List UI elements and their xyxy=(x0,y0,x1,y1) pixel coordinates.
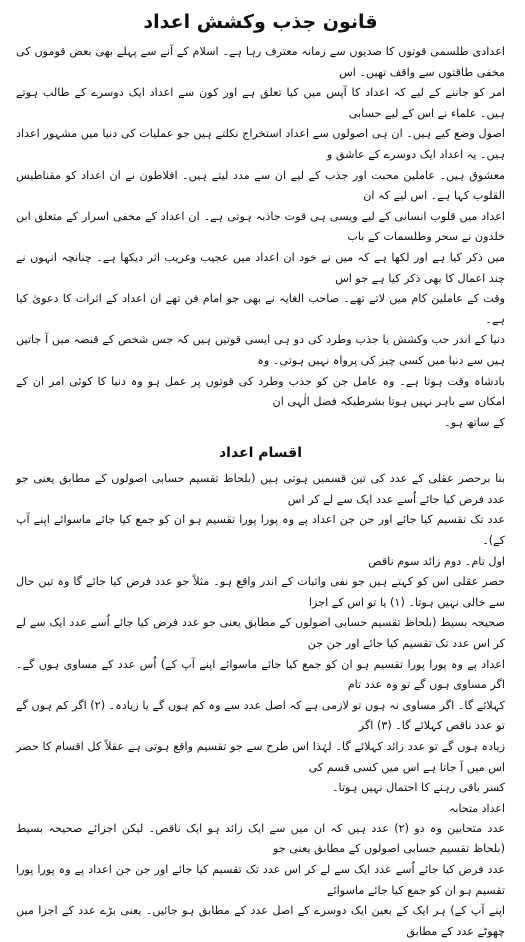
paragraph-intro: اعدادی طلسمی قوتوں کا صدیوں سے زمانہ معترف رہا ہے۔ اسلام کے آنے سے پہلے بھی بعض قوموں کی مخفی طاقتوں سے واقف تھیں۔ اس امر کو جاننے کے لیے کہ اعداد کا آپس میں کیا تعلق ہے اور کون سے اعداد ایک دوسرے کے طالب ہوتے ہیں۔ علماء نے اس کے لیے حسابی اصول وضع کیے ہیں۔ ان ہی اصولوں سے اعداد استخراج نکلتے ہیں جو عملیات کی دنیا میں مشہور اعداد ہیں۔ یہ اعداد ایک دوسرے کے عاشق و معشوق ہیں۔ عاملین محبت اور جذب کے لیے ان سے مدد لیتے ہیں۔ افلاطون نے ان اعداد کو مقناطیس القلوب کہا ہے۔ اس لیے کہ ان اعداد میں قلوب انسانی کے لیے ویسی ہی قوت جاذبہ ہوتی ہے۔ ان اعداد کے مخفی اسرار کے متعلق ابن خلدون نے سحر وطلسمات کے باب میں ذکر کیا ہے اور لکھا ہے کہ میں نے خود ان اعداد میں عجیب وغریب اثر دیکھا ہے۔ چنانچہ انہوں نے چند اعمال کا بھی ذکر کیا ہے جو اس وقت کے عاملین کام میں لاتے تھے۔ صاحب الغایہ نے بھی جو امام فن تھے ان اعداد کے اثرات کا دعویٰ کیا ہے۔ xyxy=(16,45,505,326)
paragraph-logical-division: حصر عقلی اس کو کہتے ہیں جو نفی واثبات کے اندر واقع ہو۔ مثلاً جو عدد فرض کیا جائے گا وہ تین حال سے خالی نہیں ہوتا۔ (۱) یا تو اس کے اجزا صحیحہ بسیط (بلحاظ تقسیم حسابی اصولوں کے مطابق یعنی جو عدد فرض کیا جائے اُسے عدد ایک سے لے کر اس عدد تک تقسیم کیا جائے اور جن جن اعداد پے وہ پورا پورا تقسیم ہو ان کو جمع کیا جائے ماسوائے اپنے آپ کے) اُس عدد کے مساوی ہوں گے۔ اگر مساوی ہوں گے تو وہ عدد تام کہلائے گا۔ اگر مساوی نہ ہوں تو لازمی ہے کہ اصل عدد سے وہ کم ہوں گے یا زیادہ۔ (۲) اگر کم ہوں گے تو عدد ناقص کہلائے گا۔ (۳) اگر زیادہ ہوں گے تو عدد زائد کہلائے گا۔ لہٰذا اس طرح سے جو تقسیم واقع ہوتی ہے عقلاً کل اقسام کا حصر اس میں آ جاتا ہے اس میں کسی قسم کی کسر باقی رہنے کا احتمال نہیں ہوتا۔ xyxy=(16,575,505,795)
paragraph-types-list: اول تام۔ دوم زائد سوم ناقص xyxy=(368,554,505,568)
section-heading-types-of-numbers: اقسام اعداد xyxy=(218,445,303,462)
page-title: قانون جذب وکشش اعداد xyxy=(143,11,378,33)
paragraph-attraction-forces: دنیا کے اندر حب وکشش یا جذب وطرد کی دو ہی ایسی قوتیں ہیں کہ جس شخص کے قبضہ میں آ جاتیں ہیں سے دنیا میں کسی چیز کی پرواہ نہیں ہوتی۔ وہ بادشاہ وقت ہوتا ہے۔ وہ عامل جن کو جذب وطرد کی قوتوں پر عمل ہو وہ دنیا کا کوئی امر ان کے امکان سے باہر نہیں ہوتا بشرطیکہ فضل الٰہی ان کے ساتھ ہو۔ xyxy=(16,333,505,429)
paragraph-amicable-numbers: عدد متحابین وہ دو (۲) عدد ہیں کہ ان میں سے ایک زائد ہو ایک ناقص۔ لیکن اجزائے صحیحہ بسیط (بلحاظ تقسیم حسابی اصولوں کے مطابق یعنی جو عدد فرض کیا جائے اُسے عدد ایک سے لے کر اس عدد تک تقسیم کیا جائے اور جن جن اعداد پے وہ پورا پورا تقسیم ہو ان کو جمع کیا جائے ماسوائے اپنے آپ کے) ہر ایک کے بعین ایک دوسرے کے اصل عدد کے مطابق ہو جائیں۔ یعنی بڑے عدد کے اجزا میں چھوٹے عدد کے مطابق xyxy=(16,821,505,938)
subheading-amicable-numbers: اعداد متحابہ xyxy=(448,801,505,815)
paragraph-types-definition: بنا برحصر عقلی کے عدد کی تین قسمیں ہوتی ہیں (بلحاظ تقسیم حسابی اصولوں کے مطابق یعنی جو عدد فرض کیا جائے اُسے عدد ایک سے لے کر اس عدد تک تقسیم کیا جائے اور جن جن اعداد پے وہ پورا پورا تقسیم ہو ان کو جمع کیا جائے ماسوائے اپنے آپ کے)۔ xyxy=(16,472,505,548)
